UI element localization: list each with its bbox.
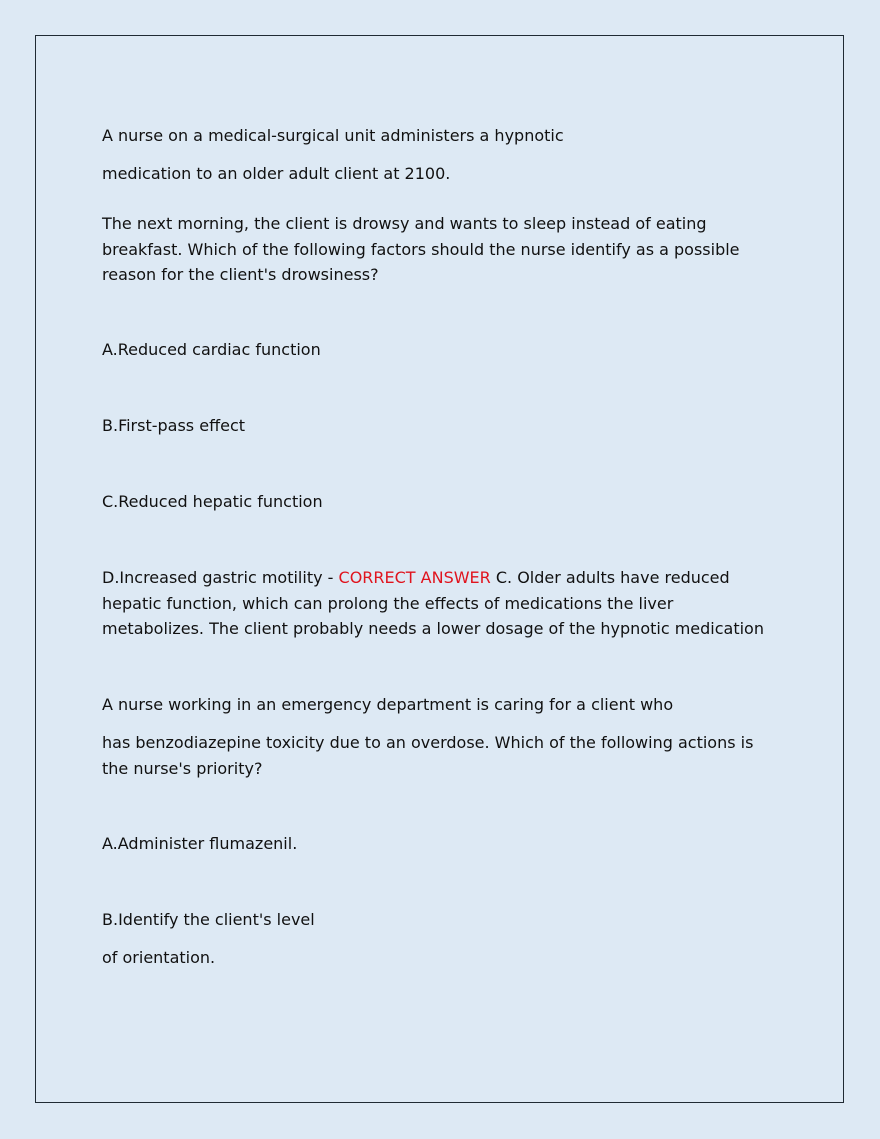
q2-stem-line2: has benzodiazepine toxicity due to an overdose. Which of the following actions is the nurse's priority?	[102, 733, 754, 778]
q1-option-a: A.Reduced cardiac function	[102, 340, 321, 359]
q1-stem-line2: medication to an older adult client at 2100.	[102, 164, 451, 183]
correct-answer-label: CORRECT ANSWER	[338, 568, 491, 587]
q2-option-b-line1: B.Identify the client's level	[102, 910, 315, 929]
q1-stem-paragraph: The next morning, the client is drowsy and wants to sleep instead of eating breakfast. Which of the following factors should the nurse identify as a possible reason for the client's drowsiness?	[102, 214, 740, 284]
q2-option-a: A.Administer flumazenil.	[102, 834, 298, 853]
q1-option-d-with-answer	[102, 565, 772, 642]
q1-option-b: B.First-pass effect	[102, 416, 246, 435]
q1-stem-line1: A nurse on a medical-surgical unit administers a hypnotic	[102, 126, 564, 145]
q2-option-b-line2: of orientation.	[102, 948, 216, 967]
q1-option-d: D.Increased gastric motility -	[102, 568, 339, 587]
q2-stem-line1: A nurse working in an emergency department is caring for a client who	[102, 695, 674, 714]
q1-explanation: C. Older adults have reduced hepatic function, which can prolong the effects of medications the liver metabolizes. The client probably needs a lower dosage of the hypnotic medication	[102, 568, 764, 638]
q1-option-c: C.Reduced hepatic function	[102, 492, 323, 511]
